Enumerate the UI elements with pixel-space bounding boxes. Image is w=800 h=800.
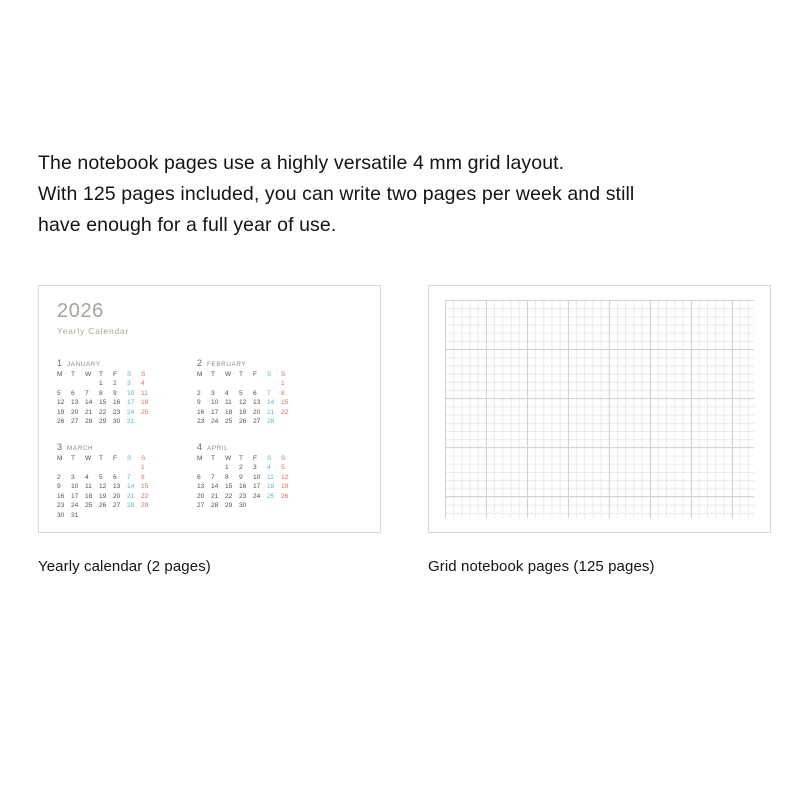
calendar-day: 11: [225, 399, 232, 407]
calendar-day: 31: [71, 511, 79, 519]
calendar-year: 2026: [57, 300, 104, 322]
calendar-day-blank: [57, 380, 71, 390]
calendar-day: 25: [225, 418, 233, 426]
calendar-day: 22: [281, 408, 289, 416]
calendar-day: 24: [71, 502, 79, 510]
calendar-day: 1: [225, 463, 229, 471]
calendar-day: 27: [113, 502, 121, 510]
calendar-month-name: JANUARY: [67, 361, 101, 368]
calendar-day-blank: [113, 464, 127, 474]
calendar-day: 30: [239, 502, 247, 510]
calendar-day: 10: [71, 483, 79, 491]
calendar-day: 4: [225, 389, 229, 397]
calendar-weekday: T: [239, 454, 244, 462]
calendar-day: 20: [197, 492, 205, 500]
calendar-day: 28: [267, 418, 275, 426]
calendar-day: 3: [253, 463, 257, 471]
calendar-day: 18: [85, 492, 93, 500]
calendar-day: 10: [127, 389, 135, 397]
grid-caption: Grid notebook pages (125 pages): [428, 558, 655, 575]
calendar-day: 8: [141, 473, 145, 481]
calendar-day: 30: [57, 511, 65, 519]
calendar-day: 27: [197, 502, 205, 510]
calendar-weekday: F: [113, 454, 118, 462]
calendar-day: 18: [141, 399, 149, 407]
calendar-month-header: [197, 358, 337, 368]
calendar-day-blank: [197, 380, 211, 390]
calendar-day: 1: [281, 380, 285, 387]
calendar-day: 5: [99, 473, 103, 481]
calendar-month-number: 3: [57, 441, 63, 452]
calendar-day: 28: [211, 502, 219, 510]
calendar-day-blank: [253, 380, 267, 390]
calendar-day: 30: [113, 418, 121, 426]
calendar-day: 20: [253, 408, 261, 416]
calendar-weekday: F: [113, 371, 118, 378]
calendar-day: 8: [99, 389, 103, 397]
calendar-day: 12: [99, 483, 107, 491]
calendar-weekday: M: [197, 371, 203, 378]
calendar-weekday: W: [85, 454, 92, 462]
calendar-month-header: [197, 442, 337, 452]
intro-text: [38, 148, 748, 241]
calendar-weekday-row: [197, 455, 337, 462]
calendar-month: [57, 442, 197, 522]
calendar-days-grid: [197, 380, 337, 428]
calendar-month: [197, 358, 337, 428]
calendar-day-blank: [57, 464, 71, 474]
calendar-day: 29: [99, 418, 107, 426]
calendar-month-name: MARCH: [67, 444, 94, 452]
calendar-day: 18: [267, 483, 275, 491]
calendar-day: 15: [225, 483, 233, 491]
calendar-day: 19: [57, 408, 65, 416]
grid-page: [429, 286, 770, 532]
calendar-weekday-row: [197, 371, 337, 378]
calendar-day: 28: [127, 502, 135, 510]
calendar-day-blank: [99, 464, 113, 474]
calendar-day: 14: [127, 483, 135, 491]
calendar-weekday: S: [267, 371, 272, 378]
calendar-day: 2: [197, 389, 201, 397]
calendar-month-number: 4: [197, 441, 203, 452]
calendar-day: 2: [239, 463, 243, 471]
calendar-day: 22: [225, 492, 233, 500]
calendar-day: 6: [253, 389, 257, 397]
calendar-day: 25: [141, 408, 149, 416]
calendar-weekday: M: [57, 371, 63, 378]
calendar-day: 22: [99, 408, 107, 416]
calendar-day: 24: [211, 418, 219, 426]
calendar-subtitle: Yearly Calendar: [57, 326, 130, 336]
calendar-day: 8: [225, 473, 229, 481]
calendar-weekday: W: [225, 454, 232, 462]
calendar-weekday: T: [71, 454, 76, 462]
calendar-weekday: W: [85, 371, 92, 378]
calendar-day: 29: [141, 502, 149, 510]
calendar-day: 6: [71, 389, 75, 397]
calendar-days-grid: [57, 464, 197, 522]
calendar-month-number: 1: [57, 358, 63, 368]
calendar-month-number: 2: [197, 358, 203, 368]
calendar-day: 7: [85, 389, 89, 397]
calendar-day-blank: [85, 380, 99, 390]
calendar-day: 8: [281, 389, 285, 397]
calendar-weekday: S: [127, 454, 132, 462]
calendar-day: 5: [57, 389, 61, 397]
calendar-day: 15: [281, 399, 289, 407]
calendar-weekday: T: [239, 371, 244, 378]
calendar-day: 15: [141, 483, 149, 491]
calendar-day: 10: [211, 399, 219, 407]
calendar-day: 26: [99, 502, 107, 510]
calendar-day: 19: [99, 492, 107, 500]
calendar-day: 11: [85, 483, 92, 491]
intro-line-3: have enough for a full year of use.: [38, 214, 337, 236]
calendar-day: 17: [253, 483, 261, 491]
calendar-weekday: S: [127, 371, 132, 378]
calendar-day: 19: [239, 408, 247, 416]
calendar-day: 1: [99, 380, 103, 387]
calendar-day: 1: [141, 463, 145, 471]
calendar-day: 13: [71, 399, 79, 407]
calendar-day: 12: [281, 473, 289, 481]
calendar-day: 3: [211, 389, 215, 397]
calendar-day: 27: [253, 418, 261, 426]
calendar-day: 31: [127, 418, 135, 426]
calendar-days-grid: [197, 464, 337, 512]
calendar-weekday: S: [281, 454, 286, 462]
calendar-day: 29: [225, 502, 233, 510]
calendar-day: 5: [281, 463, 285, 471]
calendar-day: 12: [57, 399, 65, 407]
calendar-day: 9: [113, 389, 117, 397]
grid-sheet: [445, 300, 754, 518]
calendar-day: 27: [71, 418, 79, 426]
calendar-day: 17: [211, 408, 219, 416]
calendar-day: 9: [197, 399, 201, 407]
calendar-day: 7: [267, 389, 271, 397]
calendar-day: 13: [113, 483, 121, 491]
calendar-weekday: W: [225, 371, 232, 378]
calendar-weekday: T: [211, 454, 216, 462]
calendar-day: 23: [197, 418, 205, 426]
calendar-weekday: F: [253, 454, 258, 462]
calendar-day: 10: [253, 473, 261, 481]
calendar-day: 17: [71, 492, 79, 500]
calendar-day-blank: [211, 380, 225, 390]
calendar-day: 21: [127, 492, 135, 500]
calendar-month: [197, 442, 337, 522]
yearly-calendar-figure: [38, 285, 381, 533]
calendar-weekday: S: [141, 454, 146, 462]
calendar-day: 11: [141, 389, 148, 397]
calendar-day: 16: [239, 483, 247, 491]
calendar-month-name: FEBRUARY: [207, 361, 247, 368]
calendar-day: 13: [197, 483, 205, 491]
calendar-day: 9: [239, 473, 243, 481]
calendar-day: 24: [253, 492, 261, 500]
calendar-day: 19: [281, 483, 289, 491]
calendar-day: 7: [127, 473, 131, 481]
calendar-day-blank: [127, 464, 141, 474]
calendar-day-blank: [85, 464, 99, 474]
calendar-day-blank: [267, 380, 281, 390]
calendar-day: 23: [113, 408, 121, 416]
calendar-weekday: M: [57, 454, 63, 462]
calendar-day: 28: [85, 418, 93, 426]
calendar-day: 23: [57, 502, 65, 510]
calendar-day: 26: [239, 418, 247, 426]
calendar-day-blank: [211, 464, 225, 474]
calendar-day: 2: [57, 473, 61, 481]
calendar-weekday-row: [57, 371, 197, 378]
grid-notebook-figure: [428, 285, 771, 533]
calendar-day: 14: [211, 483, 219, 491]
calendar-day: 16: [113, 399, 121, 407]
calendar-day: 20: [71, 408, 79, 416]
calendar-day: 22: [141, 492, 149, 500]
calendar-day: 23: [239, 492, 247, 500]
calendar-day: 26: [57, 418, 65, 426]
calendar-month-header: [57, 442, 197, 452]
calendar-day: 24: [127, 408, 135, 416]
calendar-weekday: S: [267, 454, 272, 462]
calendar-day: 25: [267, 492, 275, 500]
calendar-weekday: T: [99, 454, 104, 462]
calendar-month-name: APRIL: [207, 444, 229, 452]
calendar-day: 26: [281, 492, 289, 500]
calendar-day: 4: [85, 473, 89, 481]
intro-line-2: With 125 pages included, you can write two pages per week and still: [38, 183, 635, 205]
calendar-weekday: F: [253, 371, 258, 378]
calendar-day: 6: [113, 473, 117, 481]
calendar-day: 21: [211, 492, 219, 500]
calendar-day: 3: [127, 380, 131, 387]
calendar-day-blank: [197, 464, 211, 474]
calendar-months: [57, 358, 381, 533]
calendar-weekday-row: [57, 455, 197, 462]
calendar-day: 21: [267, 408, 275, 416]
calendar-day: 5: [239, 389, 243, 397]
calendar-weekday: T: [211, 371, 216, 378]
calendar-month: [57, 358, 197, 428]
calendar-weekday: T: [71, 371, 76, 378]
calendar-day: 18: [225, 408, 233, 416]
calendar-day: 15: [99, 399, 107, 407]
calendar-day: 16: [197, 408, 205, 416]
calendar-day: 2: [113, 380, 117, 387]
calendar-day: 13: [253, 399, 261, 407]
calendar-day: 9: [57, 483, 61, 491]
calendar-day: 3: [71, 473, 75, 481]
calendar-day: 25: [85, 502, 93, 510]
calendar-weekday: T: [99, 371, 104, 378]
calendar-day: 6: [197, 473, 201, 481]
calendar-day-blank: [71, 380, 85, 390]
calendar-day: 4: [267, 463, 271, 471]
calendar-weekday: S: [281, 371, 286, 378]
calendar-day-blank: [71, 464, 85, 474]
calendar-day: 14: [85, 399, 93, 407]
calendar-day: 7: [211, 473, 215, 481]
calendar-month-header: [57, 358, 197, 368]
calendar-day-blank: [239, 380, 253, 390]
calendar-day: 14: [267, 399, 275, 407]
calendar-days-grid: [57, 380, 197, 428]
calendar-day: 17: [127, 399, 135, 407]
calendar-day: 4: [141, 380, 145, 387]
intro-line-1: The notebook pages use a highly versatile 4 mm grid layout.: [38, 152, 565, 174]
calendar-day: 21: [85, 408, 93, 416]
calendar-day: 16: [57, 492, 65, 500]
calendar-day: 11: [267, 473, 274, 481]
calendar-caption: Yearly calendar (2 pages): [38, 558, 211, 575]
calendar-weekday: S: [141, 371, 146, 378]
calendar-day: 12: [239, 399, 247, 407]
calendar-weekday: M: [197, 454, 203, 462]
calendar-day-blank: [225, 380, 239, 390]
calendar-day: 20: [113, 492, 121, 500]
